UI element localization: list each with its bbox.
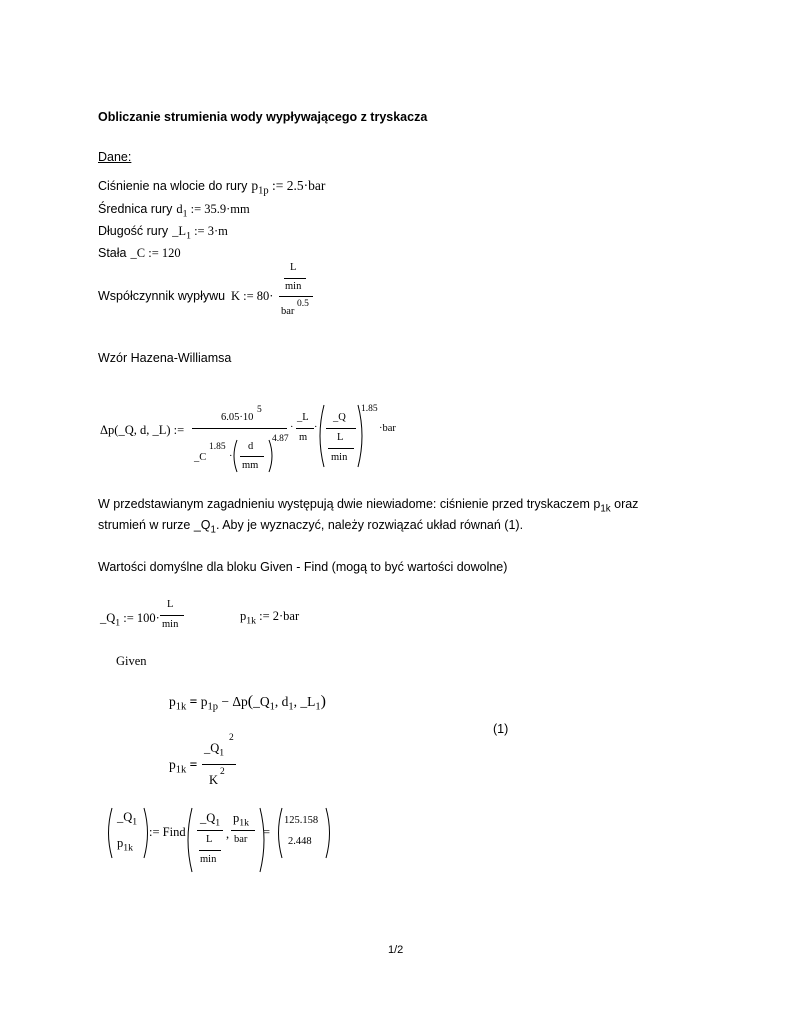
find-arg1-den-bot: min xyxy=(200,854,217,865)
hazen-q-fraction-line xyxy=(326,428,356,429)
paragraph-line-2: strumień w rurze $\_Q_1$. Aby je wyznaczyć, należy rozwiązać układ równań (1). xyxy=(98,518,524,536)
k-inner-fraction-line xyxy=(284,278,306,279)
document-title: Obliczanie strumienia wody wypływającego z tryskacza xyxy=(98,110,428,124)
find-arg2-fraction-line xyxy=(231,830,255,831)
given-equation-2-lhs: $p_{1k}$ = xyxy=(169,757,198,776)
find-arg2-den: bar xyxy=(234,834,248,845)
pipe-length-formula: $\_L_1$ := 3·m xyxy=(172,224,228,242)
default-q-fraction-line xyxy=(160,615,184,616)
hazen-d-den: mm xyxy=(242,460,259,471)
hazen-q-exponent: 1.85 xyxy=(361,404,378,414)
given-data-heading: Dane: xyxy=(98,150,132,164)
hazen-c-exponent: 1.85 xyxy=(209,442,226,452)
hazen-lhs: Δp(_Q, d, _L) := xyxy=(100,423,185,437)
pipe-diameter-label: Średnica rury xyxy=(98,202,173,216)
hazen-dot2: · xyxy=(290,422,294,433)
k-unit-exponent: 0.5 xyxy=(297,299,309,309)
page-number: 1/2 xyxy=(388,944,404,956)
default-q-unit-num: L xyxy=(167,599,174,610)
hazen-l-den: m xyxy=(299,432,308,443)
equation-number: (1) xyxy=(493,722,509,736)
hazen-tail: ·bar xyxy=(379,423,396,434)
hazen-dot3: · xyxy=(314,422,318,433)
paragraph-line-1: W przedstawianym zagadnieniu występują dwie niewiadome: ciśnienie przed tryskaczem $p_{1k}$ oraz xyxy=(98,497,639,515)
k-unit-min: min xyxy=(285,281,302,292)
k-unit-l: L xyxy=(290,262,297,273)
given-eq2-fraction-line xyxy=(202,764,236,765)
find-result-p: 2.448 xyxy=(288,836,312,847)
hazen-q-num: _Q xyxy=(333,412,346,423)
defaults-text: Wartości domyślne dla bloku Given - Find (mogą to być wartości dowolne) xyxy=(98,560,508,574)
hazen-williams-heading: Wzór Hazena-Williamsa xyxy=(98,351,232,365)
given-equation-1: $p_{1k} = p_{1p}$ − $\Delta p(\_Q_1$, $d_1$, $\_L_1$) xyxy=(169,693,326,713)
hazen-d-num: d xyxy=(248,441,254,452)
hazen-main-fraction-line xyxy=(192,428,287,429)
find-assign: := Find xyxy=(149,825,186,839)
inlet-pressure-formula: $p_{1p}$ := 2.5·bar xyxy=(251,178,326,197)
hazen-q-den-bot: min xyxy=(331,452,348,463)
hazen-q-den-top: L xyxy=(337,432,344,443)
default-q-lhs: $\_Q_1$ := 100· xyxy=(100,611,160,629)
pipe-length-label: Długość rury xyxy=(98,224,169,238)
find-arg2-num: $p_{1k}$ xyxy=(233,811,249,829)
k-unit-bar: bar xyxy=(281,306,295,317)
hazen-c-var: _C xyxy=(194,452,207,463)
find-result-q: 125.158 xyxy=(284,815,319,826)
inlet-pressure-row xyxy=(98,177,325,195)
find-arg1-num: $\_Q_1$ xyxy=(200,811,221,829)
pipe-diameter-formula: $d_1$ := 35.9·mm xyxy=(176,202,250,220)
find-arg1-fraction-line xyxy=(197,830,223,831)
default-p-lhs: $p_{1k}$ := 2·bar xyxy=(240,609,300,627)
constant-formula: _C := 120 xyxy=(130,246,181,260)
given-keyword: Given xyxy=(116,654,147,668)
find-arg1-den-top: L xyxy=(206,834,213,845)
default-q-unit-den: min xyxy=(162,619,179,630)
constant-label: Stała xyxy=(98,246,127,260)
hazen-coefficient: 6.05·10 xyxy=(221,412,254,423)
hazen-l-fraction-line xyxy=(296,428,314,429)
hazen-q-inner-fraction-line xyxy=(328,448,354,449)
hazen-l-num: _L xyxy=(297,412,309,423)
given-eq2-num-exp: 2 xyxy=(229,733,234,743)
find-comma: , xyxy=(226,827,230,841)
inlet-pressure-label: Ciśnienie na wlocie do rury xyxy=(98,179,248,193)
hazen-d-fraction-line xyxy=(240,456,264,457)
given-eq2-num: $\_Q_1$ xyxy=(204,741,225,759)
given-eq2-den-exp: 2 xyxy=(220,767,225,777)
hazen-dot: · xyxy=(229,451,233,462)
find-arg1-inner-fraction-line xyxy=(199,850,221,851)
flow-coefficient-label: Współczynnik wypływu xyxy=(98,289,226,303)
constant-row xyxy=(98,244,181,262)
pipe-length-row xyxy=(98,222,228,240)
hazen-d-exponent: 4.87 xyxy=(272,434,289,444)
k-main-fraction-line xyxy=(279,296,313,297)
find-equals: = xyxy=(263,825,271,839)
given-eq2-den: K xyxy=(209,773,219,787)
pipe-diameter-row xyxy=(98,200,250,218)
flow-coefficient-lhs: K := 80· xyxy=(231,289,274,303)
hazen-coef-exponent: 5 xyxy=(257,405,262,415)
find-lhs-q: $\_Q_1$ xyxy=(117,810,138,828)
find-lhs-p: $p_{1k}$ xyxy=(117,836,133,854)
